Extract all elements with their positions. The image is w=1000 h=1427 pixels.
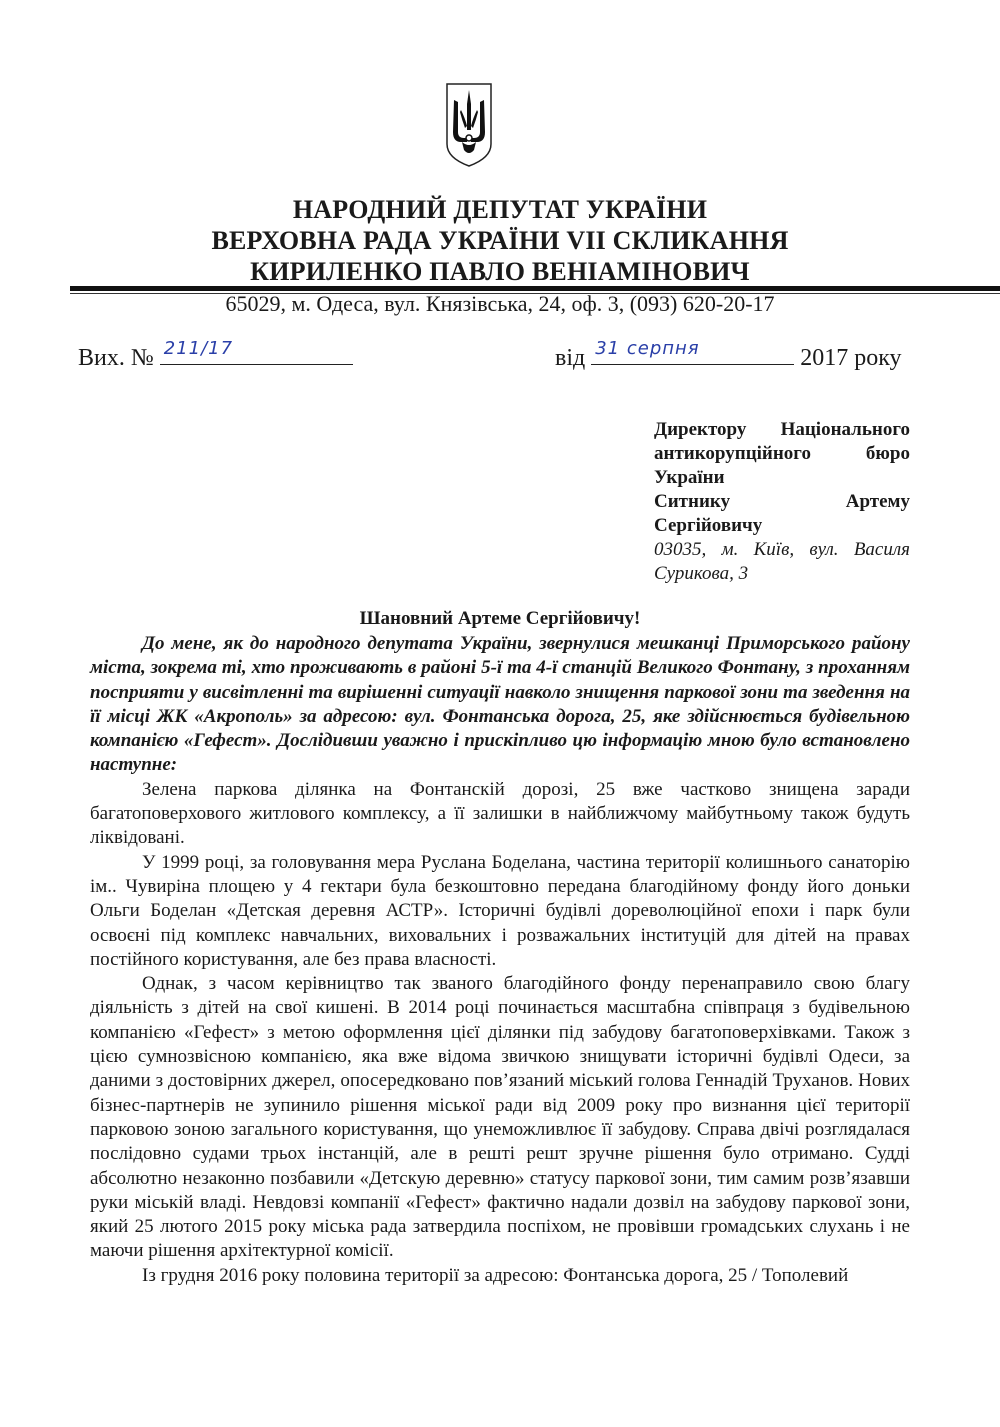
paragraph: Зелена паркова ділянка на Фонтанскій дорозі, 25 вже частково знищена заради багатоповерхового житлового комплексу, а її залишки в найближчому майбутньому також будуть ліквідовані.	[90, 778, 910, 849]
address-word: м.	[721, 539, 739, 560]
recipient-word: Директору	[654, 419, 747, 440]
recipient-word: Національного	[780, 419, 910, 440]
letterhead-address: 65029, м. Одеса, вул. Князівська, 24, оф. 3, (093) 620-20-17	[225, 291, 775, 316]
date-prefix: від	[555, 345, 586, 371]
outgoing-label: Вих. №	[78, 345, 154, 371]
recipient-line	[654, 442, 910, 466]
recipient-address-line	[654, 538, 910, 562]
recipient-firstname: Артему	[845, 491, 910, 512]
date-handwritten: 31 серпня	[595, 338, 700, 359]
recipient-line: України	[654, 467, 725, 488]
letterhead-name: КИРИЛЕНКО ПАВЛО ВЕНІАМІНОВИЧ	[250, 257, 750, 286]
recipient-line	[654, 418, 910, 442]
paragraph-intro: До мене, як до народного депутата України, звернулися мешканці Приморського району міста, зокрема ті, хто проживають в районі 5-ї та 4-ї станцій Великого Фонтану, з проханням посприяти у висвітленні та вирішенні ситуації навколо знищення паркової зони та зведення на її місці ЖК «Акрополь» за адресою: вул. Фонтанська дорога, 25, яке здійснюється будівельною компанією «Гефест». Дослідивши уважно і прискіпливо цю інформацію мною було встановлено наступне:	[90, 633, 910, 776]
recipient-patronymic: Сергійовичу	[654, 515, 763, 536]
recipient-address-line: Сурикова, 3	[654, 563, 749, 584]
letterhead-title: НАРОДНИЙ ДЕПУТАТ УКРАЇНИ	[292, 195, 708, 224]
recipient-name-line	[654, 490, 910, 514]
recipient-word: бюро	[865, 443, 910, 464]
outgoing-number-field	[78, 338, 353, 372]
paragraph: Із грудня 2016 року половина території за адресою: Фонтанська дорога, 25 / Тополевий	[142, 1264, 849, 1286]
address-word: вул.	[809, 539, 839, 560]
paragraph: Однак, з часом керівництво так званого благодійного фонду перенаправило свою благу діяльність з дітей на свої кишені. В 2014 році починається масштабна співпраця з будівельною компанією «Гефест» з метою оформлення цієї ділянки під забудову багатоповерхівками. Також з цією сумнозвісною компанією, яка вже відома звичкою знищувати історичні будівлі Одеси, за даними з достовірних джерел, опосередковано пов’язаний міський голова Геннадій Труханов. Нових бізнес-партнерів не зупинило рішення міської ради від 2009 року про визнання цієї території парковою зоною загального користування, що унеможливлює її забудову. Справа двічі розглядалася послідовно судами трьох інстанцій, але в решті решт зручне рішення було отримано. Судді абсолютно незаконно позбавили «Детскую деревню» статусу паркової зони, тим самим розв’язавши руки міській владі. Невдовзі компанії «Гефест» фактично надали дозвіл на забудову паркової зони, який 25 лютого 2015 року міська рада затвердила поспіхом, не провівши громадських слухань і не маючи рішення архітектурної комісії.	[90, 973, 910, 1262]
paragraph: У 1999 році, за головування мера Руслана Боделана, частина території колишнього санаторію ім.. Чувиріна площею у 4 гектари була безкоштовно передана благодійному фонду його доньки Ольги Боделан «Детская деревня АСТР». Історичні будівлі дореволюційної епохи і парк були освоєні під комплекс навчальних, виховальних і розважальних інституцій для дітей на правах постійного користування, але без права власності.	[90, 851, 910, 970]
letter-body	[90, 632, 910, 1288]
letterhead-institution: ВЕРХОВНА РАДА УКРАЇНИ VII СКЛИКАННЯ	[211, 226, 789, 255]
trident-emblem-icon	[444, 82, 494, 168]
address-word: Василя	[853, 539, 910, 560]
recipient-surname: Ситнику	[654, 491, 731, 512]
outgoing-number-handwritten: 211/17	[163, 338, 234, 359]
date-blank	[591, 338, 794, 365]
outgoing-number-blank	[160, 338, 353, 365]
address-word: 03035,	[654, 539, 707, 560]
date-suffix: 2017 року	[800, 345, 902, 371]
recipient-block	[654, 418, 910, 586]
recipient-word: антикорупційного	[654, 443, 811, 464]
address-word: Київ,	[753, 539, 795, 560]
salutation: Шановний Артеме Сергійовичу!	[359, 608, 641, 629]
date-field	[555, 338, 902, 372]
